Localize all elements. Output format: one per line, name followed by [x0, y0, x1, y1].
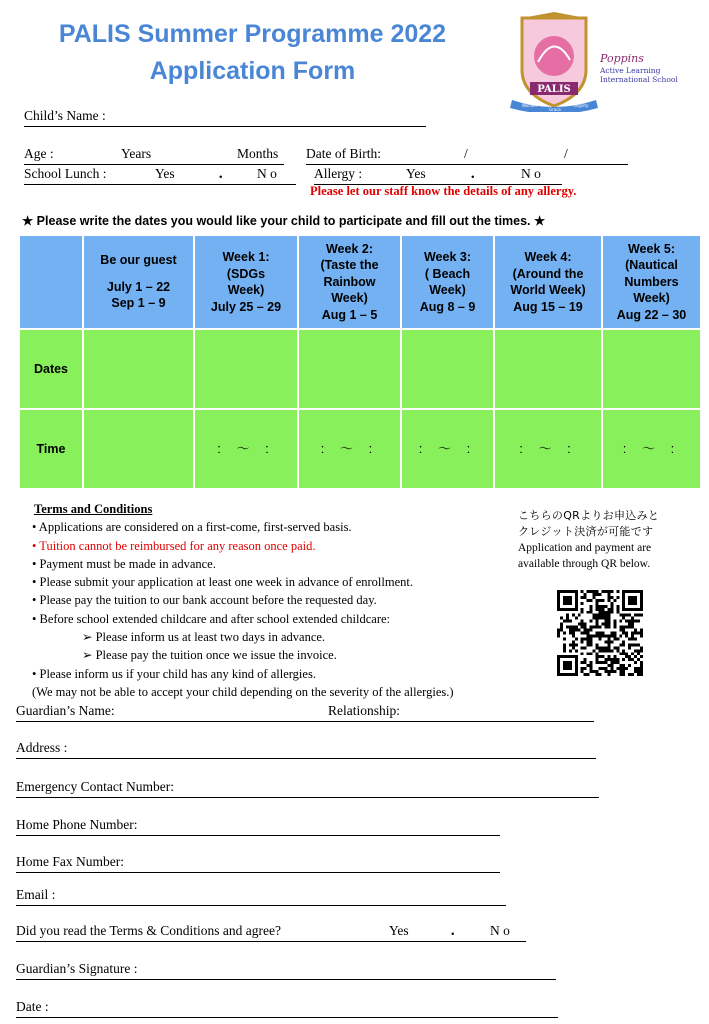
column-theme: Week) — [429, 283, 466, 297]
lunch-yes-option[interactable]: Yes — [155, 166, 175, 181]
time-cell[interactable] — [602, 409, 701, 489]
column-theme: Week) — [331, 291, 368, 306]
crest-text: PALIS — [537, 84, 571, 95]
logo-brand: Poppins — [600, 52, 644, 65]
time-cell[interactable] — [298, 409, 401, 489]
ribbon-word: Dignity — [574, 103, 589, 108]
dates-cell[interactable] — [298, 329, 401, 409]
terms-item-refund: • Tuition cannot be reimbursed for any reason once paid. — [32, 538, 316, 553]
time-cell[interactable] — [401, 409, 494, 489]
terms-agree-field[interactable] — [16, 923, 526, 942]
column-title: Week 1: — [222, 250, 270, 264]
column-dates: Aug 22 – 30 — [616, 307, 687, 322]
form-subtitle: Application Form — [149, 57, 356, 85]
school-lunch-field[interactable] — [24, 166, 296, 185]
column-dates: Aug 8 – 9 — [419, 299, 476, 314]
dob-separator: / — [564, 146, 568, 161]
form-title: PALIS Summer Programme 2022 — [58, 20, 447, 48]
home-fax-field[interactable] — [16, 854, 500, 873]
column-theme: (Around the — [512, 266, 584, 281]
column-dates: Aug 1 – 5 — [321, 307, 378, 322]
allergy-label: Allergy : — [314, 166, 363, 181]
qr-code-icon[interactable] — [557, 590, 643, 676]
home-phone-label: Home Phone Number: — [16, 817, 138, 832]
column-header-week-4 — [494, 235, 602, 329]
terms-section — [34, 500, 534, 701]
column-header-week-1 — [194, 235, 298, 329]
time-row-label: Time — [19, 409, 83, 489]
dates-cell[interactable] — [83, 329, 194, 409]
lunch-dot: ・ — [214, 170, 228, 185]
column-title: Week 3: — [423, 250, 471, 264]
terms-item: • Applications are considered on a first-come, first-served basis. — [32, 520, 352, 535]
column-dates: Sep 1 – 9 — [111, 296, 166, 311]
time-placeholder: : ～ : — [418, 440, 477, 456]
column-theme: Week) — [227, 283, 265, 297]
signature-field[interactable] — [16, 961, 556, 980]
logo-line1: Active Learning — [600, 66, 661, 75]
emergency-label: Emergency Contact Number: — [16, 779, 174, 794]
column-theme: Rainbow — [323, 274, 376, 289]
agree-no-option[interactable]: N o — [490, 923, 510, 938]
allergy-field[interactable] — [314, 166, 562, 185]
terms-item: • Payment must be made in advance. — [32, 556, 216, 571]
schedule-header-row — [19, 235, 701, 329]
allergy-no-option[interactable]: N o — [521, 166, 541, 181]
dates-cell[interactable] — [401, 329, 494, 409]
years-label: Years — [121, 146, 152, 161]
terms-item: • Please pay the tuition to our bank account before the requested day. — [32, 593, 377, 608]
logo-line2: International School — [600, 75, 678, 84]
age-field[interactable] — [24, 146, 284, 165]
agree-label: Did you read the Terms & Conditions and agree? — [16, 923, 281, 938]
emergency-contact-field[interactable] — [16, 779, 599, 798]
terms-heading: Terms and Conditions — [34, 502, 153, 516]
guardian-name-label: Guardian’s Name: — [16, 703, 115, 718]
time-row — [19, 409, 701, 489]
terms-item-allergy: • Please inform us if your child has any kind of allergies. — [32, 666, 316, 681]
column-dates: Aug 15 – 19 — [513, 299, 583, 314]
column-theme: (SDGs — [226, 266, 266, 281]
dates-cell[interactable] — [194, 329, 298, 409]
dates-row — [19, 329, 701, 409]
ribbon-word: Wonder — [522, 103, 538, 108]
qr-jp-line: クレジット決済が可能です — [518, 525, 654, 538]
column-header-week-2 — [298, 235, 401, 329]
email-label: Email : — [16, 887, 56, 902]
header-corner — [19, 235, 83, 329]
lunch-label: School Lunch : — [24, 166, 107, 181]
schedule-instruction: ★ Please write the dates you would like your child to participate and fill out the times. ★ — [22, 214, 546, 228]
time-cell[interactable] — [194, 409, 298, 489]
column-header-week-5 — [602, 235, 701, 329]
time-placeholder: : ～ : — [622, 440, 681, 456]
dob-label: Date of Birth: — [306, 146, 381, 161]
address-field[interactable] — [16, 740, 596, 759]
column-title: Week 4: — [524, 250, 572, 264]
months-label: Months — [237, 146, 279, 161]
home-fax-label: Home Fax Number: — [16, 854, 124, 869]
column-theme: Numbers — [624, 274, 679, 289]
qr-info — [518, 508, 698, 572]
qr-jp-line: こちらのQRよりお申込みと — [518, 509, 660, 522]
lunch-no-option[interactable]: N o — [257, 166, 277, 181]
dob-field[interactable] — [306, 146, 628, 165]
column-theme: ( Beach — [424, 266, 471, 281]
allergy-note: Please let our staff know the details of any allergy. — [310, 184, 577, 198]
ribbon-word: Grace — [549, 107, 561, 112]
school-logo — [508, 12, 703, 112]
age-label: Age : — [24, 146, 54, 161]
email-field[interactable] — [16, 887, 506, 906]
relationship-label: Relationship: — [328, 703, 400, 718]
allergy-dot: ・ — [466, 170, 480, 185]
date-field[interactable] — [16, 999, 558, 1018]
qr-en-line: available through QR below. — [518, 558, 651, 570]
address-label: Address : — [16, 740, 68, 755]
column-header-week-3 — [401, 235, 494, 329]
agree-dot: ・ — [446, 927, 460, 942]
column-title: Week 2: — [325, 241, 373, 256]
signature-label: Guardian’s Signature : — [16, 961, 138, 976]
terms-item: • Before school extended childcare and after school extended childcare: — [32, 611, 391, 626]
time-placeholder: : ～ : — [320, 440, 379, 456]
terms-sub-item: ➢ Please pay the tuition once we issue the invoice. — [82, 648, 337, 663]
column-theme: World Week) — [510, 283, 586, 297]
time-cell[interactable] — [494, 409, 602, 489]
allergy-yes-option[interactable]: Yes — [406, 166, 426, 181]
guardian-name-field[interactable] — [16, 703, 594, 722]
child-name-label: Child’s Name : — [24, 108, 106, 123]
column-dates: July 25 – 29 — [210, 299, 282, 314]
qr-en-line: Application and payment are — [518, 542, 652, 554]
column-theme: (Nautical — [625, 258, 678, 273]
child-name-field[interactable] — [24, 108, 426, 127]
column-header-be-our-guest — [83, 235, 194, 329]
dates-row-label: Dates — [19, 329, 83, 409]
agree-yes-option[interactable]: Yes — [389, 923, 409, 938]
dates-cell[interactable] — [602, 329, 701, 409]
home-phone-field[interactable] — [16, 817, 500, 836]
dob-separator: / — [464, 146, 468, 161]
date-label: Date : — [16, 999, 49, 1014]
time-placeholder: : ～ : — [217, 440, 275, 456]
column-theme: Week) — [633, 291, 670, 306]
terms-item: • Please submit your application at least one week in advance of enrollment. — [32, 575, 413, 590]
schedule-table — [18, 234, 702, 490]
time-placeholder: : ～ : — [519, 440, 577, 456]
column-dates: July 1 – 22 — [106, 279, 171, 294]
column-title: Week 5: — [627, 241, 675, 256]
column-title: Be our guest — [100, 253, 177, 268]
dates-cell[interactable] — [494, 329, 602, 409]
column-theme: (Taste the — [320, 258, 379, 273]
terms-allergy-note: (We may not be able to accept your child depending on the severity of the allergies.) — [32, 684, 454, 699]
time-cell[interactable] — [83, 409, 194, 489]
terms-sub-item: ➢ Please inform us at least two days in advance. — [82, 630, 326, 645]
